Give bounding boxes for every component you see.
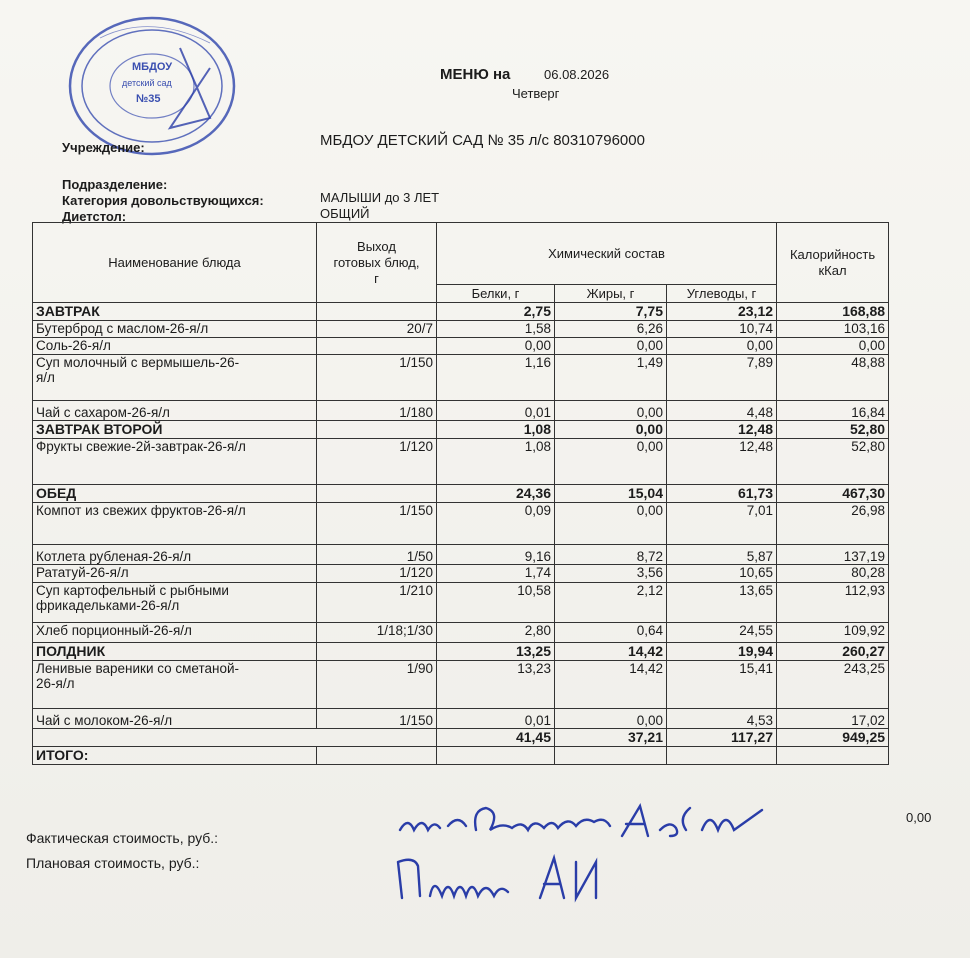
svg-text:детский сад: детский сад <box>122 78 172 88</box>
planned-cost-label: Плановая стоимость, руб.: <box>26 855 200 871</box>
handwritten-signature-icon <box>390 800 770 910</box>
institution-label: Учреждение: <box>62 140 145 155</box>
section-row-breakfast2: ЗАВТРАК ВТОРОЙ 1,08 0,00 12,48 52,80 <box>33 421 889 439</box>
col-yield-header: Выход готовых блюд, г <box>317 223 437 303</box>
svg-text:МБДОУ: МБДОУ <box>132 61 173 73</box>
table-header-row <box>33 223 889 285</box>
menu-table <box>32 222 889 765</box>
section-row-snack: ПОЛДНИК 13,25 14,42 19,94 260,27 <box>33 643 889 661</box>
official-stamp <box>60 8 240 158</box>
category-label: Категория довольствующихся: <box>62 193 264 208</box>
col-cal-header: Калорийность кКал <box>777 223 889 303</box>
table-row: Чай с молоком-26-я/л 1/150 0,01 0,00 4,53 17,02 <box>33 709 889 729</box>
table-row: Суп молочный с вермышель-26- я/л 1/150 1,16 1,49 7,89 48,88 <box>33 355 889 401</box>
table-row: Фрукты свежие-2й-завтрак-26-я/л 1/120 1,08 0,00 12,48 52,80 <box>33 439 889 485</box>
table-row: Котлета рубленая-26-я/л 1/50 9,16 8,72 5,87 137,19 <box>33 545 889 565</box>
table-row: Компот из свежих фруктов-26-я/л 1/150 0,09 0,00 7,01 26,98 <box>33 503 889 545</box>
actual-cost-label: Фактическая стоимость, руб.: <box>26 830 219 846</box>
actual-cost-value: 0,00 <box>906 810 932 825</box>
menu-weekday: Четверг <box>512 86 560 101</box>
menu-title: МЕНЮ на <box>440 66 511 83</box>
table-row: Рататуй-26-я/л 1/120 1,74 3,56 10,65 80,28 <box>33 565 889 583</box>
col-protein-header: Белки, г <box>437 285 555 303</box>
col-chem-header: Химический состав <box>437 223 777 285</box>
col-fat-header: Жиры, г <box>555 285 667 303</box>
menu-date: 06.08.2026 <box>544 67 610 82</box>
section-row-lunch: ОБЕД 24,36 15,04 61,73 467,30 <box>33 485 889 503</box>
table-row: Хлеб порционный-26-я/л 1/18;1/30 2,80 0,64 24,55 109,92 <box>33 623 889 643</box>
diet-label: Диетстол: <box>62 209 127 224</box>
table-row: Бутерброд с маслом-26-я/л 20/7 1,58 6,26 10,74 103,16 <box>33 321 889 338</box>
diet-value: ОБЩИЙ <box>320 206 370 221</box>
total-label-row: ИТОГО: <box>33 747 889 765</box>
table-row: Суп картофельный с рыбными фрикадельками-26-я/л 1/210 10,58 2,12 13,65 112,93 <box>33 583 889 623</box>
col-carbs-header: Углеводы, г <box>667 285 777 303</box>
table-row: Чай с сахаром-26-я/л 1/180 0,01 0,00 4,48 16,84 <box>33 401 889 421</box>
table-row: Соль-26-я/л 0,00 0,00 0,00 0,00 <box>33 338 889 355</box>
subdivision-label: Подразделение: <box>62 177 168 192</box>
category-value: МАЛЫШИ до 3 ЛЕТ <box>320 190 440 205</box>
svg-text:№35: №35 <box>136 93 161 105</box>
total-row: 41,45 37,21 117,27 949,25 <box>33 729 889 747</box>
table-row: Ленивые вареники со сметаной- 26-я/л 1/90 13,23 14,42 15,41 243,25 <box>33 661 889 709</box>
institution-value: МБДОУ ДЕТСКИЙ САД № 35 л/с 80310796000 <box>320 132 645 149</box>
section-row-breakfast: ЗАВТРАК 2,75 7,75 23,12 168,88 <box>33 303 889 321</box>
col-name-header: Наименование блюда <box>33 223 317 303</box>
